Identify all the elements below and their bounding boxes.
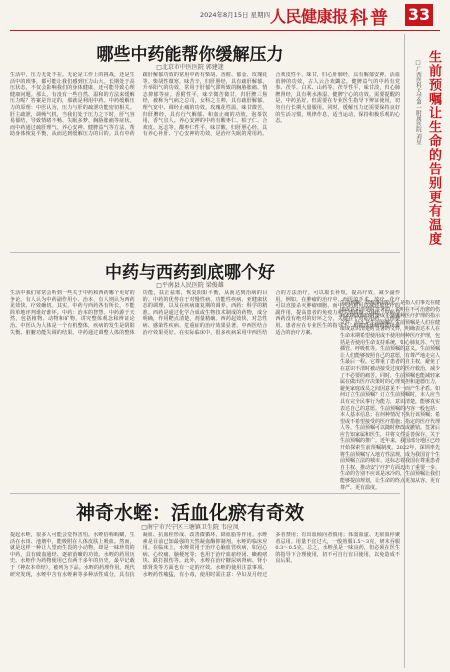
divider bbox=[10, 252, 400, 253]
article-4-title: 生前预嘱让生命的告别更有温度 bbox=[426, 50, 441, 246]
section-name: 科普 bbox=[350, 8, 390, 29]
article-4-byline: □广西医科大学第一附属医院 刘星 bbox=[415, 60, 421, 145]
header-rule bbox=[10, 30, 440, 31]
article-1-title: 哪些中药能帮你缓解压力 bbox=[96, 45, 284, 65]
masthead bbox=[0, 0, 450, 30]
newspaper-logo: 人民健康报 bbox=[270, 7, 348, 26]
article-3-title: 神奇水蛭：活血化瘀有奇效 bbox=[75, 502, 304, 524]
article-1-body: 生活中，压力无处不在。无论是工作上的挑战，还是生活中的琐事，都可能让我们感到压力山大。长期处于高压状态，不仅会影响我们的身体健康，还可能导致心理健康问题。那么，有没有一些自然、温和的方法来缓解压力呢？答案是肯定的，那就是利用中药。中药缓解压力的原理：中医认为，压力与肝的疏泄功能密切相关。肝主疏泄，调畅气机，当我们处于压力之下时，肝气容易郁结，导致情绪不畅、失眠多梦、胸胁胀痛等症状。而中药通过疏肝理气、养心安神、健脾益气等方法，帮助身体恢复平衡，从而达到缓解压力的目的。具有中药疏肝解郁功效的常用中药有柴胡、香附、郁金、玫瑰花等。柴胡性微寒，味苦辛，归肝胆经，具有疏肝解郁、升举阳气的功效，常用于肝郁气滞所致的胸胁胀痛、情志抑郁等症。香附性平，味辛微苦微甘，归肝脾三焦经，被称为气病之总司，女科之主帅，具有疏肝解郁、理气宽中、调经止痛的功效。玫瑰花性温，味甘微苦，归肝脾经，具有行气解郁、和血止痛的功效，泡茶饮用，香气宜人。养心安神的中药有酸枣仁、柏子仁、合欢皮、远志等。酸枣仁性平，味甘酸，归肝胆心经，具有养心补肝、宁心安神的功效，是治疗失眠的常用药。合欢皮性平，味甘，归心肝肺经，具有解郁安神、活血消肿的功效，古人云合欢蠲忿。健脾益气的中药有党参、茯苓、白术、山药等。茯苓性平，味甘淡，归心肺脾肾经，具有利水渗湿、健脾宁心的功效。需要提醒的是，中药虽好，但需要在专业医生指导下辨证使用，切勿自行长期大量服用。同时，缓解压力还需要保持良好的生活习惯，规律作息，适当运动，保持积极乐观的心态。 bbox=[10, 72, 400, 138]
article-2-byline: □平南县人民医院 梁俊雄 bbox=[156, 282, 224, 289]
issue-date: 2024年8月15日 星期四 bbox=[200, 11, 271, 19]
article-3-body: 提起水蛭，很多人可能会觉得害怕。水蛭俗称蚂蟥，生活在水田、池塘中，能吸附在人体皮肤上吸血。然而，就是这样一种让人望而生畏的小动物，却是一味珍贵的中药，具有破血通经、逐瘀消癥的功效。水蛭的药用历史。水蛭作为药物使用已有两千多年的历史，最早记载于《神农本草经》，被列为下品。水蛭的药理作用。现代研究发现，水蛭中含有水蛭素等多种活性成分，具有抗凝血、抗血栓形成、改善微循环、降血脂等作用。水蛭素是目前已知最强的天然凝血酶抑制剂。水蛭的临床应用。在临床上，水蛭常用于治疗心脑血管疾病，如冠心病、心绞痛、脑梗死等；也用于治疗血瘀经闭、癥瘕痞块、跌打损伤等。此外，水蛭在治疗糖尿病肾病、肾小球肾炎等方面也有一定的疗效。水蛭的使用注意事项。水蛭药性峻猛，有小毒，使用时需注意：孕妇及月经过多者禁用；有出血倾向者慎用；体弱血虚、无瘀血停聚者忌用。用量不宜过大，一般煎服1.5～3克，研末吞服0.3～0.5克。总之，水蛭虽是一味良药，但必须在医生的指导下合理使用，切不可自行盲目使用，以免造成不良后果。 bbox=[10, 532, 400, 578]
article-2-body: 生活中我们常常会听到一些关于中药和西药哪个更好的争论。有人认为中药副作用小、治本，有人则认为西药见效快、疗效确切。其实，中药与西药各有所长，不能简单地评判谁好谁坏。中药：治本的智慧。中药源于天然，包括植物、动物和矿物，讲究整体观念和辨证论治。中医认为人体是一个有机整体，疾病的发生是阴阳失衡、脏腑功能失调的结果。中药通过调整人体的整体功能，扶正祛邪，恢复阴阳平衡，从而达到治病的目的。中药的优势在于对慢性病、功能性疾病、亚健康状态的调理，以及在疾病康复期的调养。西药：科学的精准。西药是通过化学合成或生物技术制成的药物，成分明确，作用靶点清楚，剂量精确。西药起效快，对急性病、感染性疾病、危重症的治疗效果显著。中西医结合治疗效果更好。在实际临床中，很多疾病采用中西医结合的方法治疗，可以取长补短，提高疗效，减少副作用。例如，在肿瘤的治疗中，西医的手术、放疗、化疗可以直接杀灭肿瘤细胞，而中医药则可以减轻放化疗的副作用，提高患者的免疫力和生活质量。因此，中药与西药没有绝对的好坏之分，关键在于对症用药、合理使用。患者应在专业医生的指导下，根据自身病情选择最适合的治疗方案。 bbox=[10, 290, 400, 336]
article-3-byline: □南宁市兴宁区三塘镇卫生院 韦应凤 bbox=[141, 524, 239, 531]
article-1-byline: □北京市中医医院 郭建迷 bbox=[156, 64, 224, 71]
article-4-body-lower: 生前预嘱，简称事前指示，是指人们事先在健康或意识清楚时签署的，说明在不可治愈的伤病末期或临终时要或不要哪种医疗护理的指示文件。什么是生前预嘱？生前预嘱是人们在健康或意识清楚时签署的文件，明确表达本人在生命末期希望使用或不使用何种医疗护理，包括是否使用生命支持系统，如心肺复苏、气管插管、呼吸机等。生前预嘱的意义。生前预嘱让人们能够按照自己的意愿，有尊严地走完人生最后一程。它尊重了患者的自主权，避免了在意识不清时被动接受过度的医疗救治，减少了不必要的痛苦。同时，生前预嘱也能减轻家属在做出医疗决策时的心理负担和道德压力，避免家庭成员之间因意见不一而产生矛盾。如何订立生前预嘱？订立生前预嘱时，本人应当具有完全民事行为能力，意识清楚，能够真实表达自己的意愿。生前预嘱的内容一般包括：本人基本信息；在何种情况下执行该预嘱；希望或不希望接受的医疗措施；指定的医疗代理人等。生前预嘱可以随时修改或撤销。签署后应告知家属和医生，并将文件妥善保存。关于生前预嘱的推广。近年来，我国部分地区已经开始探索生前预嘱制度。2022年，深圳率先将生前预嘱写入地方性法规，成为我国首个生前预嘱立法的城市。这标志着我国在尊重患者自主权、推动安宁疗护方面迈出了重要一步。生命的告别不应该是冰冷的，生前预嘱让我们能够提前规划，让生命的终点更加从容、更有尊严、更有温度。 bbox=[340, 300, 440, 491]
page-number: 33 bbox=[405, 4, 433, 26]
article-2-title: 中药与西药到底哪个好 bbox=[105, 263, 275, 283]
